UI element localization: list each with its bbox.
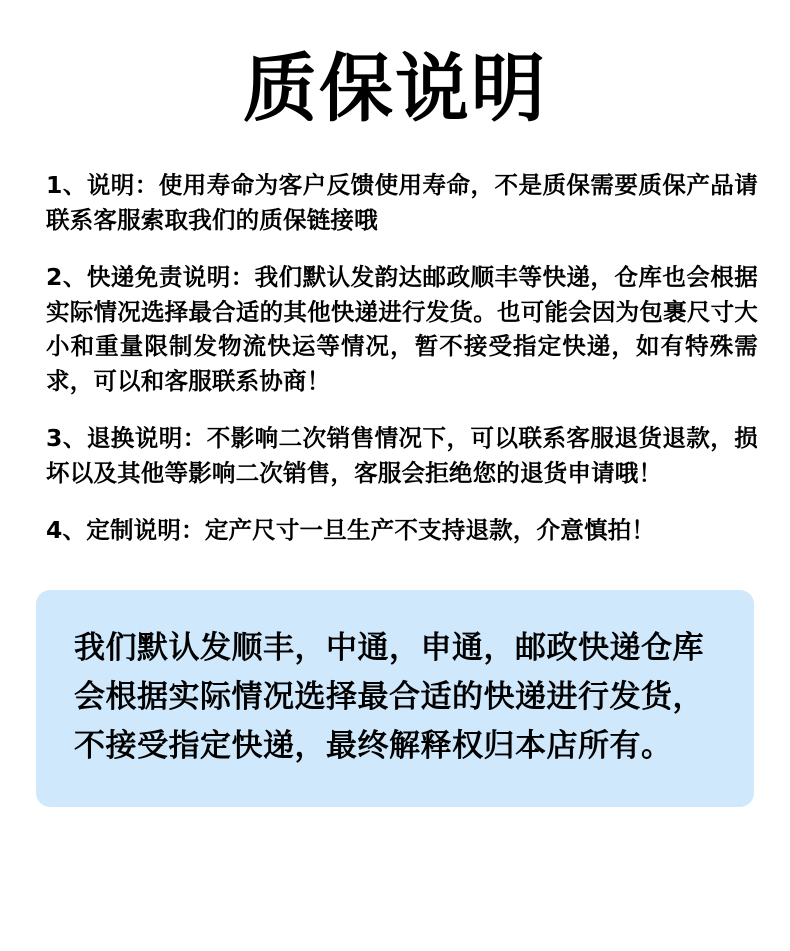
clause-item-4: 4、定制说明：定产尺寸一旦生产不支持退款，介意慎拍！	[46, 516, 656, 545]
clause-item-1: 1、说明：使用寿命为客户反馈使用寿命，不是质保需要质保产品请联系客服索取我们的质保链接哦	[46, 171, 758, 234]
shipping-notice-box	[36, 590, 754, 807]
clause-item-2: 2、快递免责说明：我们默认发韵达邮政顺丰等快递，仓库也会根据实际情况选择最合适的其他快递进行发货。也可能会因为包裹尺寸大小和重量限制发物流快运等情况，暂不接受指定快递，如有特殊需求，可以和客服联系协商！	[46, 263, 758, 395]
clause-list	[26, 168, 764, 548]
shipping-notice-text: 我们默认发顺丰，中通，申通，邮政快递仓库会根据实际情况选择最合适的快递进行发货，不接受指定快递，最终解释权归本店所有。	[74, 629, 704, 764]
page-title: 质保说明	[243, 46, 547, 132]
clause-item-3: 3、退换说明：不影响二次销售情况下，可以联系客服退货退款，损坏以及其他等影响二次销售，客服会拒绝您的退货申请哦！	[46, 424, 758, 487]
